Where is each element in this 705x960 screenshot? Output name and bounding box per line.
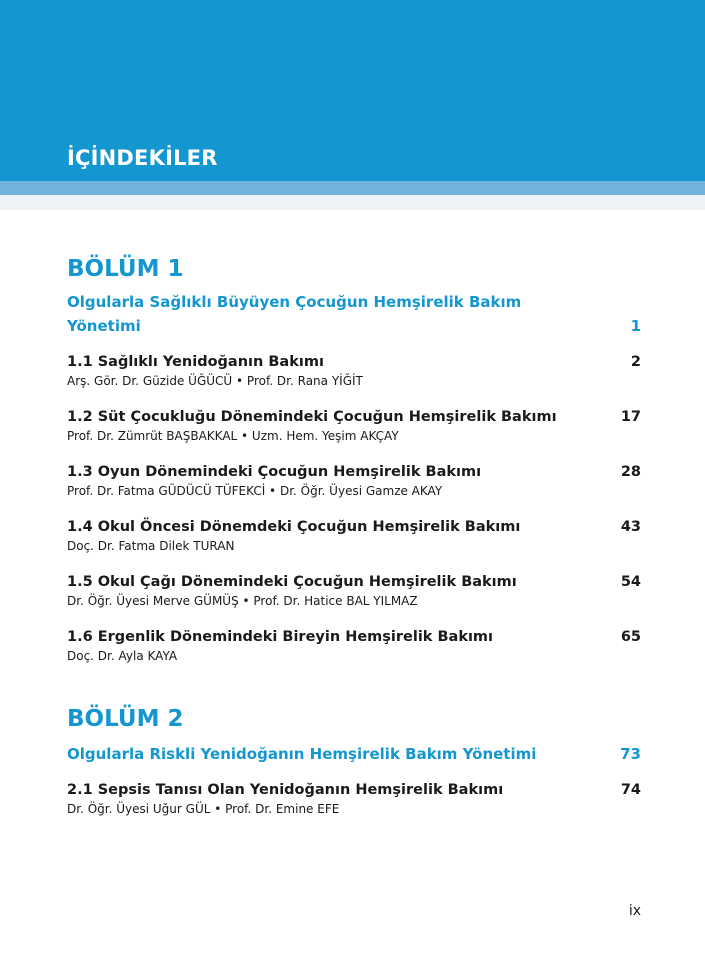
entry-title: 1.3 Oyun Dönemindeki Çocuğun Hemşirelik Bakımı [67,464,482,480]
entry-page-number: 2 [630,354,641,370]
toc-entry[interactable] [67,407,641,445]
toc-entry[interactable] [67,517,641,555]
entry-page-number: 65 [620,629,641,645]
header-band-light [0,195,705,210]
entry-page-number: 28 [620,464,641,480]
chapter-subtitle-line: Yönetimi [67,317,141,335]
entry-page-number: 43 [620,519,641,535]
toc-entry[interactable] [67,462,641,500]
entry-title: 1.2 Süt Çocukluğu Dönemindeki Çocuğun Hemşirelik Bakımı [67,409,557,425]
entry-page-number: 54 [620,574,641,590]
entry-authors: Prof. Dr. Fatma GÜDÜCÜ TÜFEKCİ • Dr. Öğr. Üyesi Gamze AKAY [67,484,443,498]
entry-title: 1.5 Okul Çağı Dönemindeki Çocuğun Hemşirelik Bakımı [67,574,517,590]
toc-entry[interactable] [67,780,641,818]
entry-authors: Doç. Dr. Ayla KAYA [67,649,178,663]
entry-page-number: 74 [620,782,641,798]
chapter-subtitle[interactable] [67,742,641,766]
entry-authors: Arş. Gör. Dr. Güzide ÜĞÜCÜ • Prof. Dr. Rana YİĞİT [67,374,363,388]
chapter-subtitle-line: Olgularla Riskli Yenidoğanın Hemşirelik Bakım Yönetimi [67,745,537,763]
chapter-subtitle[interactable] [67,290,641,338]
page-title: İÇİNDEKİLER [67,146,218,170]
chapter-page-number: 1 [630,317,641,335]
entry-title: 1.4 Okul Öncesi Dönemdeki Çocuğun Hemşirelik Bakımı [67,519,521,535]
chapter-heading: BÖLÜM 2 [67,706,184,732]
entry-authors: Dr. Öğr. Üyesi Uğur GÜL • Prof. Dr. Emine EFE [67,802,340,816]
chapter-heading: BÖLÜM 1 [67,256,184,282]
toc-entry[interactable] [67,627,641,665]
entry-authors: Doç. Dr. Fatma Dilek TURAN [67,539,235,553]
toc-entry[interactable] [67,572,641,610]
entry-authors: Dr. Öğr. Üyesi Merve GÜMÜŞ • Prof. Dr. Hatice BAL YILMAZ [67,594,418,608]
chapter-subtitle-line: Olgularla Sağlıklı Büyüyen Çocuğun Hemşirelik Bakım [67,293,522,311]
entry-title: 1.1 Sağlıklı Yenidoğanın Bakımı [67,354,324,370]
chapter-page-number: 73 [620,745,641,763]
entry-title: 2.1 Sepsis Tanısı Olan Yenidoğanın Hemşirelik Bakımı [67,782,504,798]
entry-title: 1.6 Ergenlik Dönemindeki Bireyin Hemşirelik Bakımı [67,629,494,645]
page-number: ix [628,903,641,919]
entry-authors: Prof. Dr. Zümrüt BAŞBAKKAL • Uzm. Hem. Yeşim AKÇAY [67,429,399,443]
toc-entry[interactable] [67,352,641,390]
entry-page-number: 17 [620,409,641,425]
header-band [0,181,705,195]
